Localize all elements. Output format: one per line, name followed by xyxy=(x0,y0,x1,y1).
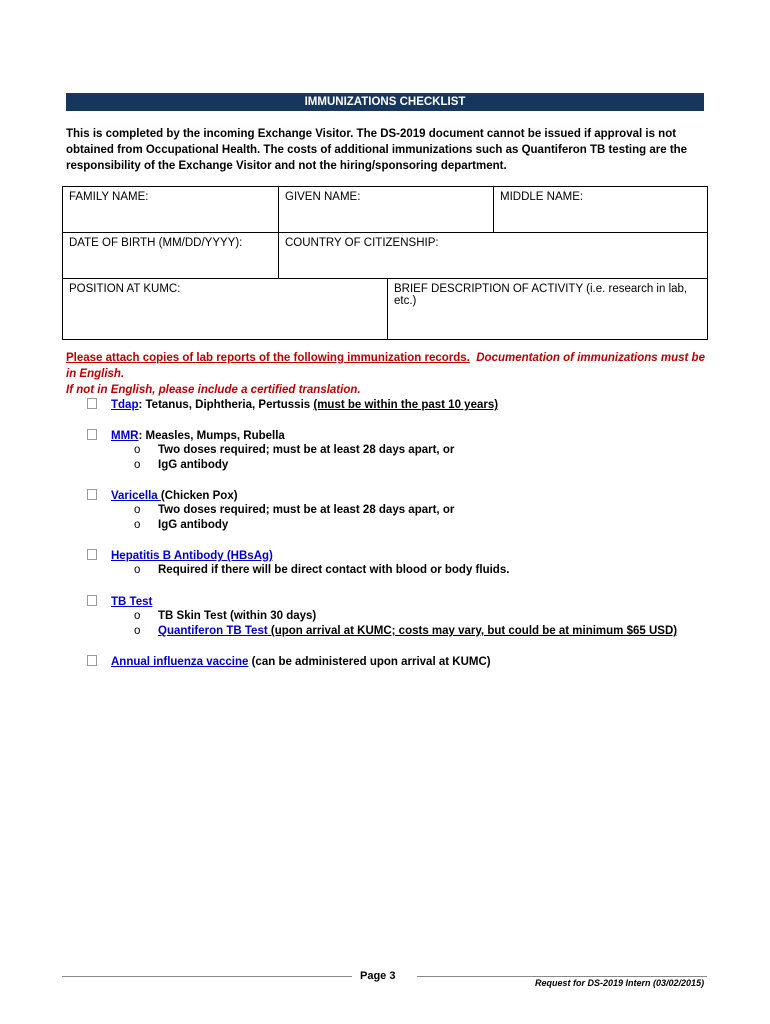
hepb-link[interactable]: Hepatitis B Antibody (HBsAg) xyxy=(111,550,273,562)
tb-checkbox[interactable] xyxy=(87,595,97,606)
tdap-checkbox[interactable] xyxy=(87,398,97,409)
mmr-sub-2: o IgG antibody xyxy=(134,459,229,471)
mmr-link[interactable]: MMR xyxy=(111,430,139,442)
given-name-field[interactable]: GIVEN NAME: xyxy=(278,187,493,232)
position-field[interactable]: POSITION AT KUMC: xyxy=(69,283,181,295)
notice-translation: If not in English, please include a certified translation. xyxy=(66,384,361,396)
item-tb-test xyxy=(87,594,152,610)
hepb-sub-1: o Required if there will be direct contact with blood or body fluids. xyxy=(134,564,510,576)
item-influenza: Annual influenza vaccine (can be administered upon arrival at KUMC) xyxy=(87,654,491,670)
tb-sub-2: o Quantiferon TB Test (upon arrival at KUMC; costs may vary, but could be at minimum $65 USD) xyxy=(134,625,678,637)
notice-english: Documentation of immunizations must be in English. xyxy=(66,352,705,380)
varicella-sub-2: o IgG antibody xyxy=(134,519,229,531)
birth-country-row xyxy=(62,232,708,278)
varicella-link[interactable]: Varicella xyxy=(111,490,161,502)
footer-rule-right xyxy=(417,976,707,977)
intro-text: This is completed by the incoming Exchange Visitor. The DS-2019 document cannot be issued if approval is not obtained from Occupational Health. The costs of additional immunizations such as Quantiferon TB testing are the responsibility of the Exchange Visitor and not the hiring/sponsoring department. xyxy=(66,128,688,172)
visitor-info-table xyxy=(62,186,708,340)
item-tdap: Tdap: Tetanus, Diphtheria, Pertussis (must be within the past 10 years) xyxy=(87,397,498,413)
page-number: Page 3 xyxy=(360,970,396,982)
notice-attach: Please attach copies of lab reports of the following immunization records. xyxy=(66,352,470,364)
dob-field[interactable]: DATE OF BIRTH (MM/DD/YYYY): xyxy=(69,237,243,249)
item-varicella: Varicella (Chicken Pox) xyxy=(87,488,238,504)
item-mmr: MMR: Measles, Mumps, Rubella xyxy=(87,428,285,444)
varicella-sub-1: o Two doses required; must be at least 28 days apart, or xyxy=(134,504,455,516)
mmr-checkbox[interactable] xyxy=(87,429,97,440)
tdap-link[interactable]: Tdap xyxy=(111,399,139,411)
checklist-title: IMMUNIZATIONS CHECKLIST xyxy=(66,93,704,111)
middle-name-field[interactable]: MIDDLE NAME: xyxy=(493,187,707,232)
tb-sub-1: o TB Skin Test (within 30 days) xyxy=(134,610,317,622)
activity-field[interactable]: BRIEF DESCRIPTION OF ACTIVITY (i.e. research in lab, etc.) xyxy=(387,279,707,339)
tb-link[interactable]: TB Test xyxy=(111,596,153,608)
quantiferon-link[interactable]: Quantiferon TB Test xyxy=(158,625,268,637)
hepb-checkbox[interactable] xyxy=(87,549,97,560)
name-row xyxy=(62,186,708,232)
varicella-checkbox[interactable] xyxy=(87,489,97,500)
item-hepatitis-b xyxy=(87,548,273,564)
country-field[interactable]: COUNTRY OF CITIZENSHIP: xyxy=(278,233,707,278)
position-row xyxy=(62,278,708,340)
mmr-sub-1: o Two doses required; must be at least 28 days apart, or xyxy=(134,444,455,456)
footer-rule-left xyxy=(62,976,352,977)
flu-checkbox[interactable] xyxy=(87,655,97,666)
family-name-field[interactable]: FAMILY NAME: xyxy=(69,191,149,203)
document-reference: Request for DS-2019 Intern (03/02/2015) xyxy=(535,978,705,988)
documentation-notice xyxy=(66,350,716,398)
flu-link[interactable]: Annual influenza vaccine xyxy=(111,656,249,668)
